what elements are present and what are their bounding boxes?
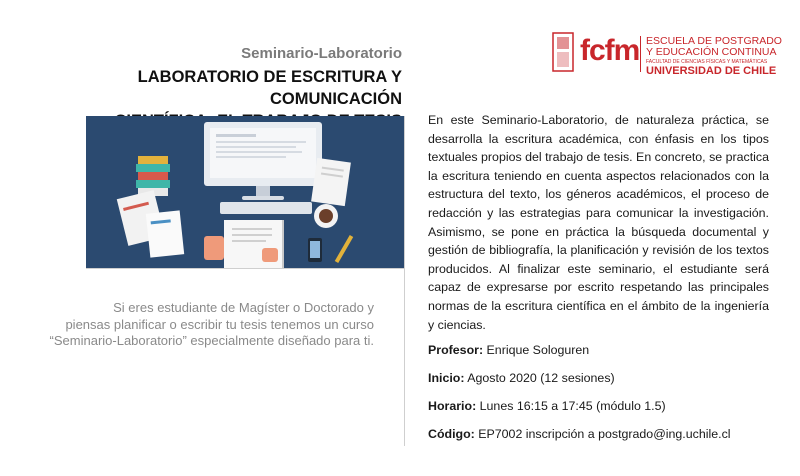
document-icon — [311, 158, 351, 206]
code-label: Código: — [428, 427, 475, 441]
promo-line-3: “Seminario-Laboratorio” especialmente diseñado para ti. — [49, 333, 374, 348]
logo-line-1: ESCUELA DE POSTGRADO — [646, 35, 782, 47]
professor-value: Enrique Sologuren — [483, 343, 590, 357]
course-type-label: Seminario-Laboratorio — [241, 45, 402, 62]
logo-line-4: UNIVERSIDAD DE CHILE — [646, 65, 777, 77]
book-stack-icon — [138, 156, 168, 164]
code-row — [428, 427, 731, 441]
start-value: Agosto 2020 (12 sesiones) — [464, 371, 615, 385]
vertical-divider — [404, 116, 405, 446]
promo-line-1: Si eres estudiante de Magíster o Doctorado y — [113, 300, 374, 315]
professor-label: Profesor: — [428, 343, 484, 357]
logo-line-2: Y EDUCACIÓN CONTINUA — [646, 46, 777, 58]
schedule-label: Horario: — [428, 399, 477, 413]
promo-line-2: piensas planificar o escribir tu tesis tenemos un curso — [65, 316, 374, 332]
hand-icon — [262, 248, 278, 262]
institution-logo — [552, 30, 792, 80]
course-title-line-1: LABORATORIO DE ESCRITURA Y COMUNICACIÓN — [137, 68, 402, 108]
hero-illustration — [86, 116, 404, 268]
course-description: En este Seminario-Laboratorio, de naturaleza práctica, se desarrolla la escritura académica, con énfasis en los tipos textuales propios del trabajo de tesis. En concreto, se practica la escritura teniendo en cuenta aspectos relacionados con la estructura del texto, los géneros académicos, el proceso de redacción y las estrategias para comunicar la investigación. Asimismo, se pone en práctica la búsqueda documental y gestión de bibliografía, la planificación y revisión de los textos producidos. Al finalizar este seminario, el estudiante será capaz de expresarse por escrito respetando las principales normas de la escritura científica en el ámbito de la ingeniería y ciencias. — [428, 113, 769, 332]
logo-line-3: FACULTAD DE CIENCIAS FÍSICAS Y MATEMÁTICAS — [646, 59, 768, 65]
keyboard-icon — [220, 202, 312, 214]
pen-icon — [335, 235, 353, 263]
logo-wordmark: fcfm — [580, 34, 640, 67]
horizontal-divider — [86, 268, 405, 269]
promo-text — [44, 300, 374, 350]
schedule-row — [428, 399, 666, 413]
university-seal-icon — [552, 32, 574, 72]
desk-workspace-illustration — [86, 116, 404, 268]
code-value: EP7002 inscripción a postgrado@ing.uchile.cl — [474, 427, 731, 441]
start-row — [428, 371, 615, 385]
start-label: Inicio: — [428, 371, 465, 385]
schedule-value: Lunes 16:15 a 17:45 (módulo 1.5) — [476, 399, 666, 413]
professor-row — [428, 343, 589, 357]
